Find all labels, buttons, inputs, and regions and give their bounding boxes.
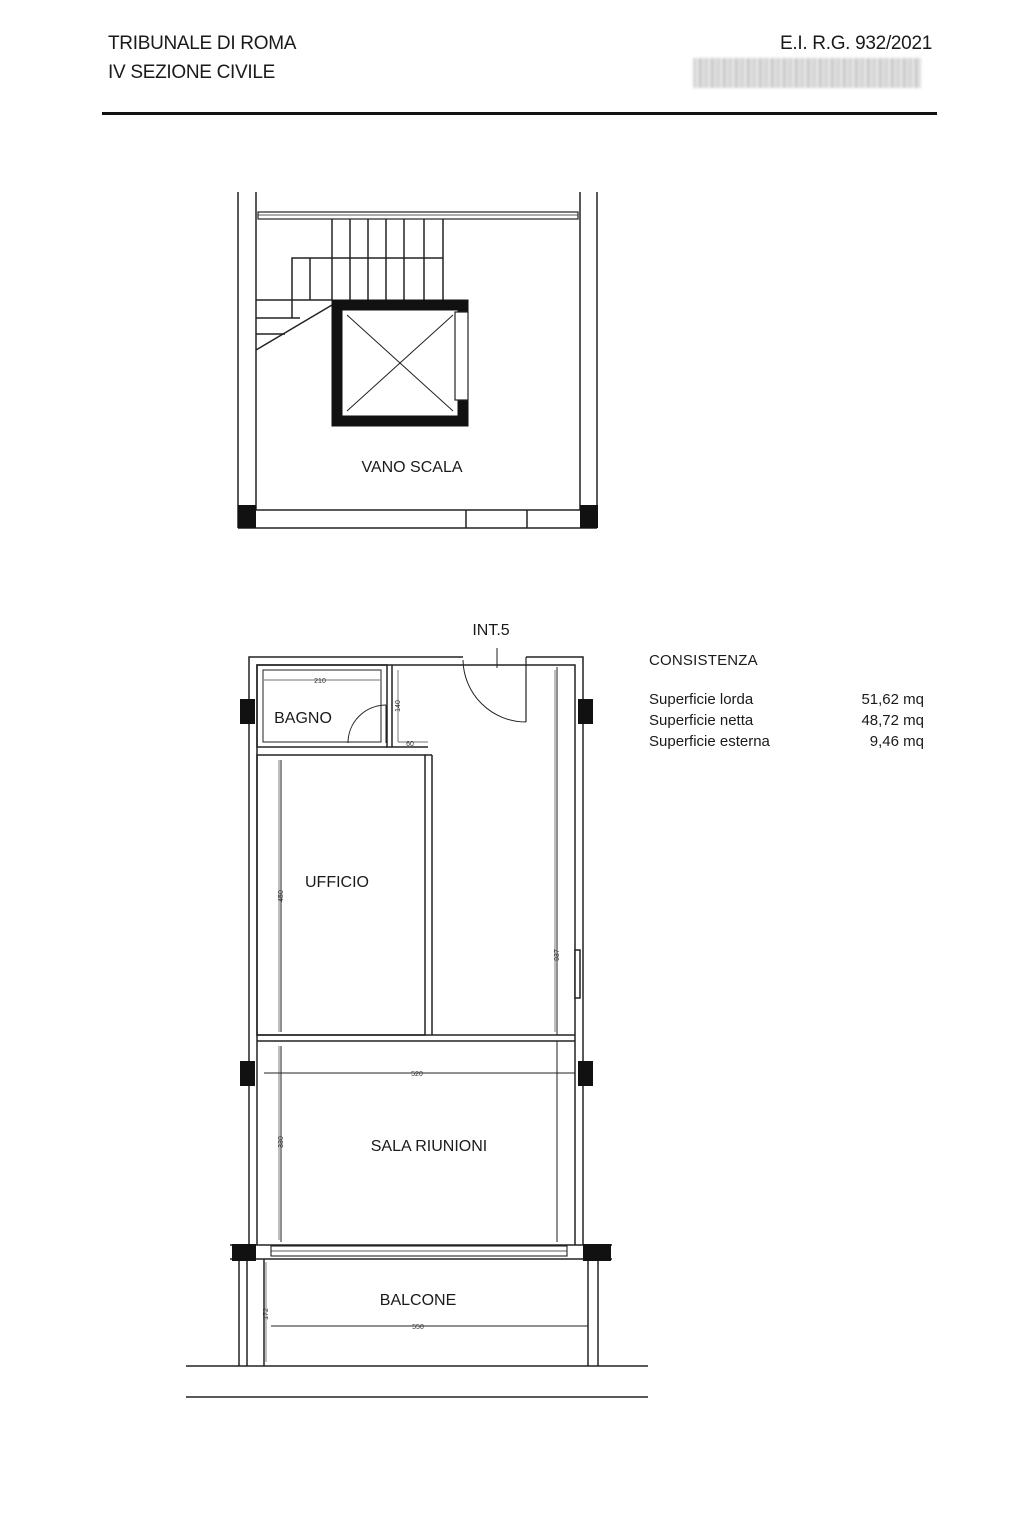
label-sala-riunioni: SALA RIUNIONI [370, 1138, 488, 1155]
consistenza-row [649, 710, 924, 731]
dim-office-height: 450 [278, 890, 285, 902]
row-label: Superficie esterna [649, 733, 770, 750]
court-name: TRIBUNALE DI ROMA [108, 33, 297, 54]
consistenza-row [649, 731, 924, 752]
row-label: Superficie lorda [649, 691, 754, 708]
row-value: 48,72 mq [861, 712, 924, 729]
consistenza-panel [649, 652, 924, 752]
label-unit-number: INT.5 [472, 622, 510, 639]
row-label: Superficie netta [649, 712, 754, 729]
stairwell-plan [238, 192, 598, 528]
label-bagno: BAGNO [274, 710, 332, 727]
apartment-plan [186, 648, 648, 1397]
label-vano-scala: VANO SCALA [361, 459, 463, 476]
dim-balcony-depth: 172 [263, 1308, 270, 1320]
dim-corridor-height: 937 [554, 949, 561, 961]
dim-meeting-height: 330 [278, 1136, 285, 1148]
label-ufficio: UFFICIO [305, 874, 369, 891]
consistenza-row [649, 689, 924, 710]
dim-bath-door: 140 [395, 700, 402, 712]
dim-balcony-width: 550 [412, 1324, 424, 1331]
row-value: 9,46 mq [869, 733, 924, 750]
court-section: IV SEZIONE CIVILE [108, 62, 276, 83]
dim-bath-width: 210 [314, 678, 326, 685]
dim-door-small: 60 [406, 741, 414, 748]
consistenza-title: CONSISTENZA [649, 652, 758, 669]
label-balcone: BALCONE [379, 1292, 457, 1309]
row-value: 51,62 mq [861, 691, 924, 708]
dim-meeting-width: 520 [411, 1071, 423, 1078]
case-reference: E.I. R.G. 932/2021 [780, 33, 932, 54]
